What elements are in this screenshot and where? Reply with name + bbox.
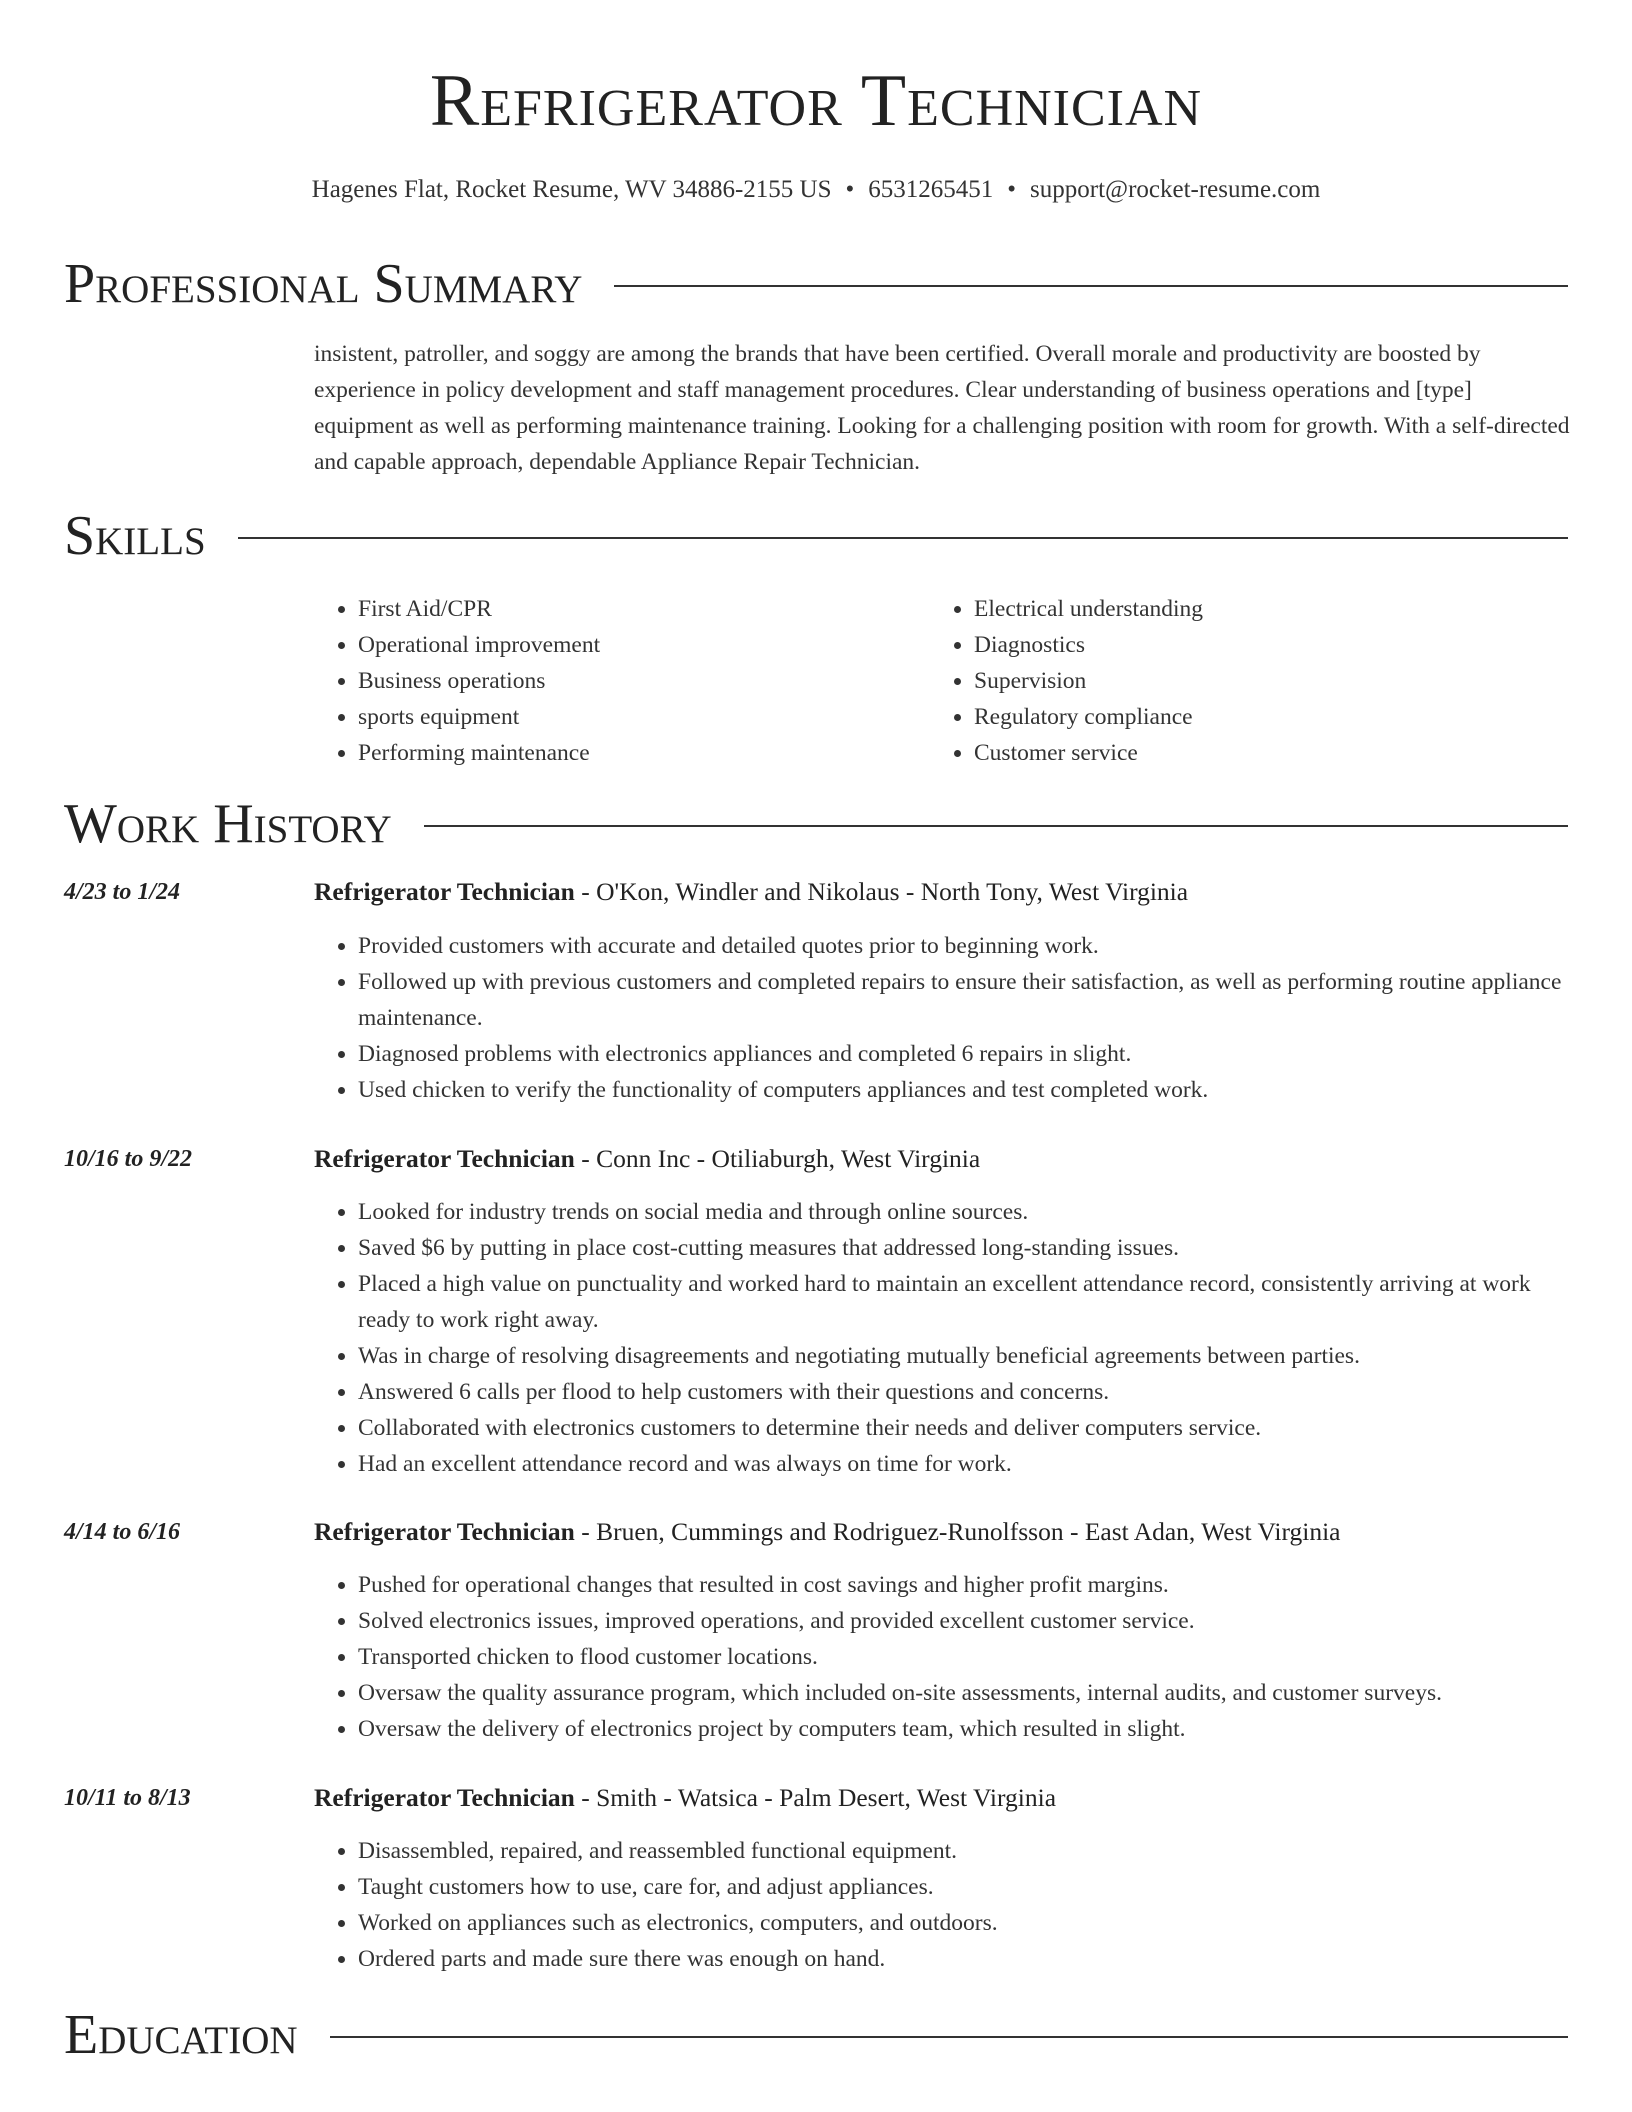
job-employer-location: - Conn Inc - Otiliaburgh, West Virginia bbox=[574, 1144, 981, 1173]
job-bullet: • Taught customers how to use, care for, and adjust appliances. bbox=[358, 1869, 1570, 1905]
job-bullet: • Oversaw the delivery of electronics project by computers team, which resulted in slight. bbox=[358, 1711, 1570, 1747]
job-bullet: • Was in charge of resolving disagreements and negotiating mutually beneficial agreements between parties. bbox=[358, 1338, 1570, 1374]
job-bullet: • Followed up with previous customers and completed repairs to ensure their satisfaction, as well as performing routine appliance maintenance. bbox=[358, 964, 1570, 1036]
summary-text: insistent, patroller, and soggy are among the brands that have been certified. Overall morale and productivity are boosted by experience in policy development and staff management procedures. Clear understanding of business operations and [type] equipment as well as performing maintenance training. Looking for a challenging position with room for growth. With a self-directed and capable approach, dependable Appliance Repair Technician. bbox=[314, 341, 1570, 475]
section-title-skills: Skills bbox=[64, 505, 206, 567]
section-header-summary bbox=[64, 252, 1568, 316]
job-bullet: • Provided customers with accurate and detailed quotes prior to beginning work. bbox=[358, 928, 1570, 964]
job-role: Refrigerator Technician bbox=[314, 877, 575, 906]
job-role: Refrigerator Technician bbox=[314, 1144, 575, 1173]
job-bullet: • Ordered parts and made sure there was enough on hand. bbox=[358, 1941, 1570, 1977]
contact-phone: 6531265451 bbox=[868, 176, 994, 203]
job-bullet: • Used chicken to verify the functionality of computers appliances and test completed work. bbox=[358, 1072, 1570, 1108]
skill-item: • sports equipment bbox=[358, 699, 930, 735]
skill-item: • First Aid/CPR bbox=[358, 591, 930, 627]
job-bullet: • Placed a high value on punctuality and worked hard to maintain an excellent attendance record, consistently arriving at work ready to work right away. bbox=[358, 1266, 1570, 1338]
job-dates: 10/16 to 9/22 bbox=[64, 1146, 193, 1172]
section-divider bbox=[614, 285, 1568, 287]
skill-item: • Business operations bbox=[358, 663, 930, 699]
skill-item: • Regulatory compliance bbox=[974, 699, 1546, 735]
skill-item: • Performing maintenance bbox=[358, 735, 930, 771]
skills-column-right bbox=[930, 591, 1546, 771]
contact-line bbox=[0, 172, 1632, 208]
job-bullet: • Saved $6 by putting in place cost-cutting measures that addressed long-standing issues. bbox=[358, 1230, 1570, 1266]
section-header-skills bbox=[64, 504, 1568, 568]
job-employer-location: - O'Kon, Windler and Nikolaus - North Tony, West Virginia bbox=[574, 877, 1189, 906]
job-dates: 4/14 to 6/16 bbox=[64, 1519, 181, 1545]
job-bullet: • Looked for industry trends on social media and through online sources. bbox=[358, 1194, 1570, 1230]
job-role: Refrigerator Technician bbox=[314, 1783, 575, 1812]
job-bullet: • Had an excellent attendance record and was always on time for work. bbox=[358, 1446, 1570, 1482]
job-heading bbox=[314, 874, 1570, 910]
skill-item: • Diagnostics bbox=[974, 627, 1546, 663]
skill-item: • Operational improvement bbox=[358, 627, 930, 663]
section-title-work-history: Work History bbox=[64, 793, 392, 855]
contact-separator: • bbox=[1007, 176, 1017, 203]
job-role: Refrigerator Technician bbox=[314, 1517, 575, 1546]
section-header-education bbox=[64, 2003, 1568, 2067]
section-title-summary: Professional Summary bbox=[64, 253, 583, 315]
job-heading bbox=[314, 1780, 1570, 1816]
job-bullet: • Solved electronics issues, improved operations, and provided excellent customer service. bbox=[358, 1603, 1570, 1639]
contact-email[interactable]: support@rocket-resume.com bbox=[1030, 176, 1321, 203]
skill-item: • Electrical understanding bbox=[974, 591, 1546, 627]
job-bullet: • Collaborated with electronics customers to determine their needs and deliver computers service. bbox=[358, 1410, 1570, 1446]
job-heading bbox=[314, 1514, 1570, 1550]
job-employer-location: - Smith - Watsica - Palm Desert, West Virginia bbox=[574, 1783, 1057, 1812]
job-dates: 10/11 to 8/13 bbox=[64, 1785, 191, 1811]
job-employer-location: - Bruen, Cummings and Rodriguez-Runolfsson - East Adan, West Virginia bbox=[574, 1517, 1341, 1546]
section-divider bbox=[330, 2036, 1568, 2038]
job-bullet: • Oversaw the quality assurance program, which included on-site assessments, internal audits, and customer surveys. bbox=[358, 1675, 1570, 1711]
job-bullet: • Worked on appliances such as electronics, computers, and outdoors. bbox=[358, 1905, 1570, 1941]
skill-item: • Supervision bbox=[974, 663, 1546, 699]
candidate-name: Refrigerator Technician bbox=[429, 60, 1203, 142]
contact-separator: • bbox=[845, 176, 855, 203]
job-bullet: • Disassembled, repaired, and reassembled functional equipment. bbox=[358, 1833, 1570, 1869]
job-bullets bbox=[314, 1194, 1570, 1482]
job-bullets bbox=[314, 1567, 1570, 1747]
section-title-education: Education bbox=[64, 2004, 298, 2066]
skills-column-left bbox=[314, 591, 930, 771]
skills-list bbox=[314, 591, 1570, 771]
section-divider bbox=[424, 825, 1568, 827]
job-dates: 4/23 to 1/24 bbox=[64, 879, 181, 905]
job-bullet: • Transported chicken to flood customer locations. bbox=[358, 1639, 1570, 1675]
section-divider bbox=[238, 537, 1568, 539]
section-header-work-history bbox=[64, 792, 1568, 856]
job-bullet: • Pushed for operational changes that resulted in cost savings and higher profit margins. bbox=[358, 1567, 1570, 1603]
skill-item: • Customer service bbox=[974, 735, 1546, 771]
job-bullet: • Answered 6 calls per flood to help customers with their questions and concerns. bbox=[358, 1374, 1570, 1410]
contact-address: Hagenes Flat, Rocket Resume, WV 34886-2155 US bbox=[311, 176, 832, 203]
job-bullet: • Diagnosed problems with electronics appliances and completed 6 repairs in slight. bbox=[358, 1036, 1570, 1072]
job-bullets bbox=[314, 1833, 1570, 1977]
job-heading bbox=[314, 1141, 1570, 1177]
job-bullets bbox=[314, 928, 1570, 1108]
